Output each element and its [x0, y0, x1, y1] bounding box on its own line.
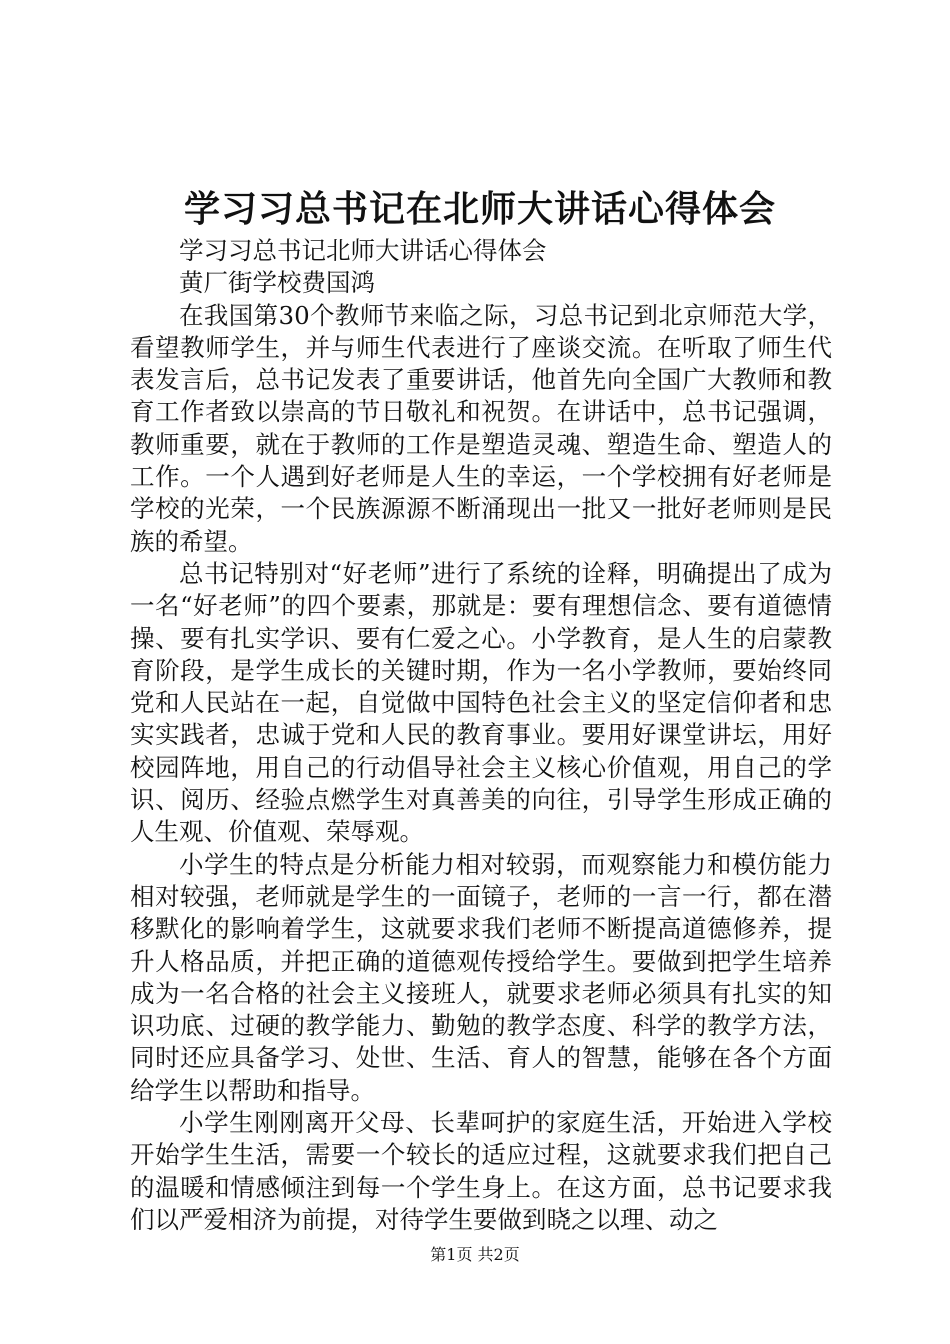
- body-paragraph: 总书记特别对“好老师”进行了系统的诠释，明确提出了成为一名“好老师”的四个要素，那就是：要有理想信念、要有道德情操、要有扎实学识、要有仁爱之心。小学教育，是人生的启蒙教育阶段，是学生成长的关键时期，作为一名小学教师，要始终同党和人民站在一起，自觉做中国特色社会主义的坚定信仰者和忠实实践者，忠诚于党和人民的教育事业。要用好课堂讲坛，用好校园阵地，用自己的行动倡导社会主义核心价值观，用自己的学识、阅历、经验点燃学生对真善美的向往，引导学生形成正确的人生观、价值观、荣辱观。: [130, 558, 832, 847]
- page-footer: 第1页 共2页: [430, 1245, 520, 1264]
- author-paragraph: 黄厂街学校费国鸿: [179, 268, 375, 298]
- body-paragraph: 小学生刚刚离开父母、长辈呵护的家庭生活，开始进入学校开始学生生活，需要一个较长的适应过程，这就要求我们把自己的温暖和情感倾注到每一个学生身上。在这方面，总书记要求我们以严爱相济为前提，对待学生要做到晓之以理、动之: [130, 1108, 832, 1234]
- document-title: 学习习总书记在北师大讲话心得体会: [183, 188, 776, 230]
- subtitle-paragraph: 学习习总书记北师大讲话心得体会: [179, 236, 547, 265]
- body-paragraph: 在我国第30个教师节来临之际，习总书记到北京师范大学，看望教师学生，并与师生代表进行了座谈交流。在听取了师生代表发言后，总书记发表了重要讲话，他首先向全国广大教师和教育工作者致以崇高的节日敬礼和祝贺。在讲话中，总书记强调，教师重要，就在于教师的工作是塑造灵魂、塑造生命、塑造人的工作。一个人遇到好老师是人生的幸运，一个学校拥有好老师是学校的光荣，一个民族源源不断涌现出一批又一批好老师则是民族的希望。: [130, 300, 832, 556]
- body-paragraph: 小学生的特点是分析能力相对较弱，而观察能力和模仿能力相对较强，老师就是学生的一面镜子，老师的一言一行，都在潜移默化的影响着学生，这就要求我们老师不断提高道德修养，提升人格品质，并把正确的道德观传授给学生。要做到把学生培养成为一名合格的社会主义接班人，就要求老师必须具有扎实的知识功底、过硬的教学能力、勤勉的教学态度、科学的教学方法，同时还应具备学习、处世、生活、育人的智慧，能够在各个方面给学生以帮助和指导。: [130, 849, 832, 1105]
- document-body: [130, 235, 832, 1236]
